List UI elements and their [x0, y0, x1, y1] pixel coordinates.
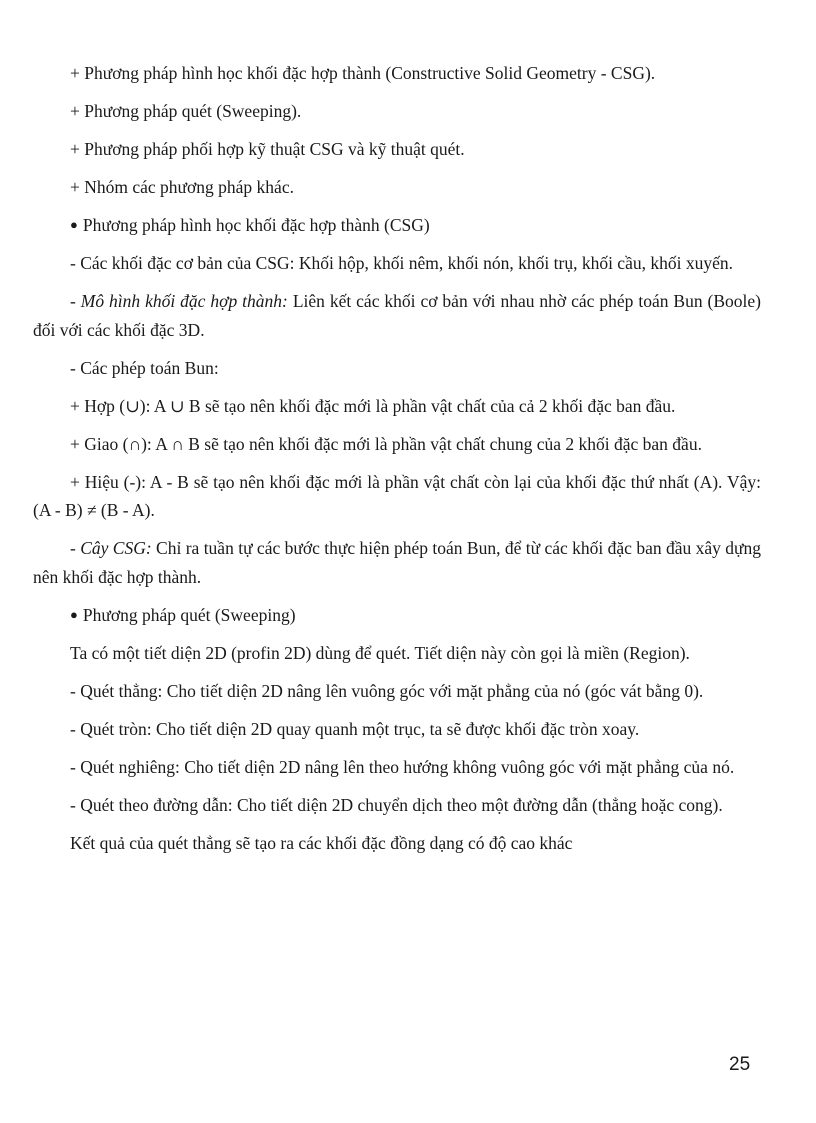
paragraph-text: - Quét theo đường dẫn: Cho tiết diện 2D chuyển dịch theo một đường dẫn (thẳng hoặc cong). [70, 794, 723, 815]
paragraph [33, 534, 761, 591]
paragraph-text: + Phương pháp hình học khối đặc hợp thành (Constructive Solid Geometry - CSG). [70, 63, 656, 83]
paragraph [33, 677, 761, 706]
paragraph-text: Liên kết các khối cơ bản với nhau nhờ các phép toán Bun (Boole) đối với các khối đặc 3D. [33, 291, 761, 340]
heading-text: Phương pháp quét (Sweeping) [82, 604, 296, 625]
paragraph-text: + Nhóm các phương pháp khác. [70, 177, 294, 197]
italic-term: - Mô hình khối đặc hợp thành: [70, 291, 288, 311]
paragraph-text: Kết quả của quét thẳng sẽ tạo ra các khối đặc đồng dạng có độ cao khác [70, 832, 573, 853]
paragraph [33, 135, 761, 164]
paragraph-text: - Các khối đặc cơ bản của CSG: Khối hộp, khối nêm, khối nón, khối trụ, khối cầu, khối xuyến. [70, 253, 733, 273]
paragraph [33, 430, 761, 459]
section-heading [33, 211, 761, 240]
paragraph-text: - Các phép toán Bun: [70, 357, 219, 378]
paragraph-text: Ta có một tiết diện 2D (profin 2D) dùng để quét. Tiết diện này còn gọi là miền (Region). [70, 642, 690, 663]
paragraph [33, 249, 761, 278]
paragraph [33, 354, 761, 383]
paragraph [33, 715, 761, 744]
page-number: 25 [729, 1054, 751, 1075]
paragraph [33, 829, 761, 858]
italic-term: - Cây CSG: [70, 538, 152, 558]
paragraph-text: - Quét tròn: Cho tiết diện 2D quay quanh một trục, ta sẽ được khối đặc tròn xoay. [70, 718, 640, 739]
paragraph-text: Chỉ ra tuần tự các bước thực hiện phép toán Bun, để từ các khối đặc ban đầu xây dựng nên khối đặc hợp thành. [33, 538, 762, 587]
bullet-icon: ● [70, 606, 78, 622]
paragraph-text: - Quét nghiêng: Cho tiết diện 2D nâng lên theo hướng không vuông góc với mặt phẳng của nó. [70, 756, 735, 777]
paragraph [33, 287, 761, 344]
paragraph-text: + Hợp (∪): A ∪ B sẽ tạo nên khối đặc mới là phần vật chất của cả 2 khối đặc ban đầu. [70, 395, 676, 416]
page-body [33, 59, 761, 867]
paragraph [33, 59, 761, 88]
paragraph [33, 753, 761, 782]
paragraph [33, 468, 761, 525]
paragraph-text: - Quét thẳng: Cho tiết diện 2D nâng lên vuông góc với mặt phẳng của nó (góc vát bằng 0). [70, 680, 704, 701]
section-heading [33, 601, 761, 630]
paragraph [33, 173, 761, 202]
paragraph [33, 791, 761, 820]
paragraph-text: + Giao (∩): A ∩ B sẽ tạo nên khối đặc mới là phần vật chất chung của 2 khối đặc ban đầu. [70, 433, 702, 454]
paragraph-text: + Hiệu (-): A - B sẽ tạo nên khối đặc mới là phần vật chất còn lại của khối đặc thứ nhất (A). Vậy: (A - B) ≠ (B - A). [33, 471, 761, 520]
paragraph [33, 392, 761, 421]
bullet-icon: ● [70, 217, 78, 232]
paragraph [33, 97, 761, 126]
paragraph [33, 639, 761, 668]
paragraph-text: + Phương pháp quét (Sweeping). [70, 101, 302, 121]
heading-text: Phương pháp hình học khối đặc hợp thành (CSG) [82, 215, 430, 235]
paragraph-text: + Phương pháp phối hợp kỹ thuật CSG và kỹ thuật quét. [70, 139, 465, 159]
